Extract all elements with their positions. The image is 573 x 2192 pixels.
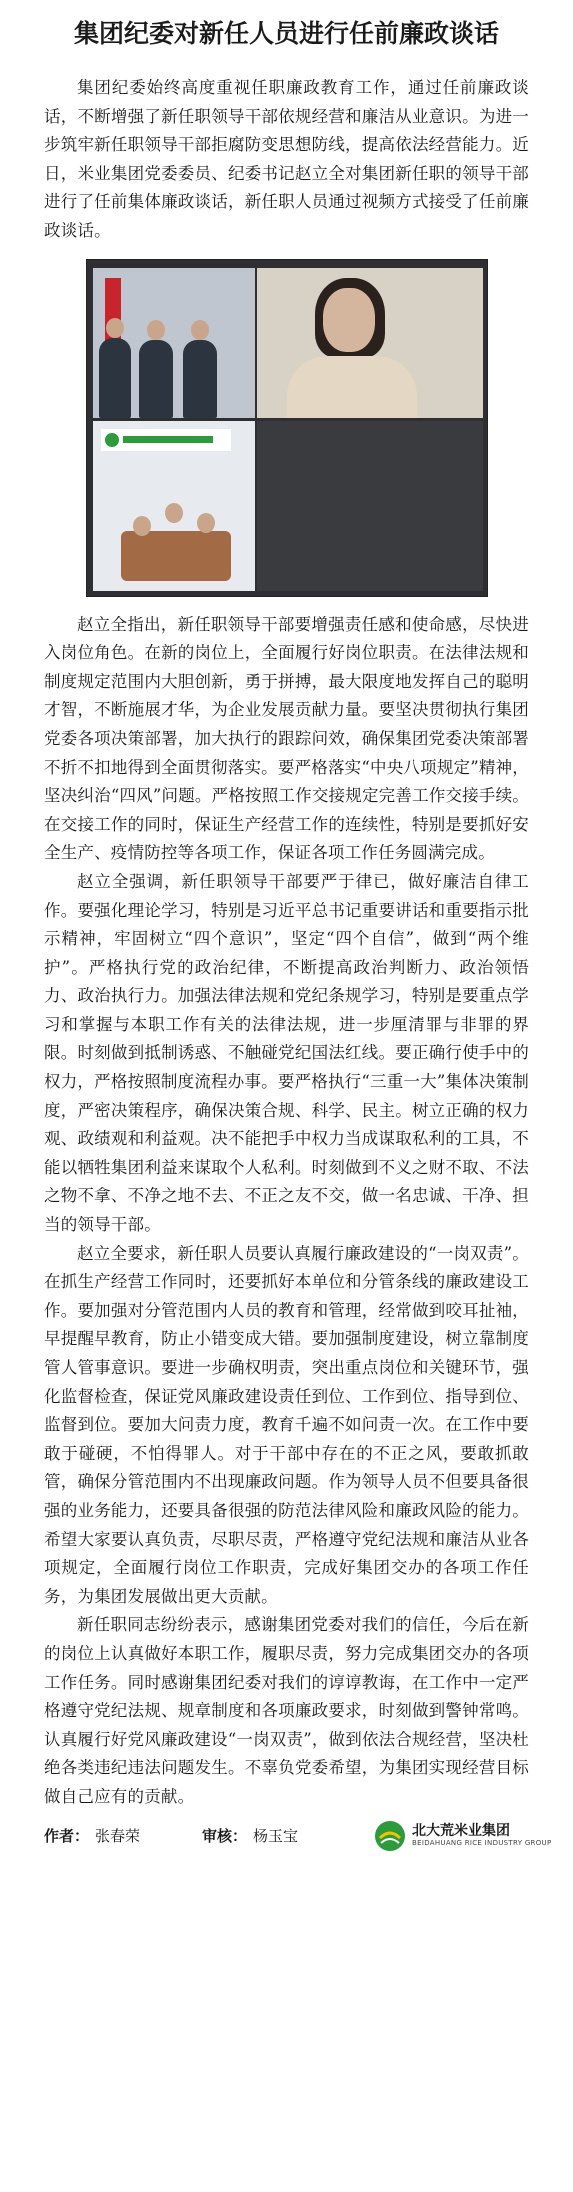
person-figure (139, 340, 173, 418)
author-line (44, 1826, 140, 1846)
speaker-face (323, 288, 375, 352)
author-label: 作者： (44, 1826, 90, 1845)
screen-meeting-room (93, 421, 255, 591)
reviewer-line (202, 1826, 298, 1846)
paragraph-3: 赵立全强调，新任职领导干部要严于律已，做好廉洁自律工作。要强化理论学习，特别是习近平总书记重要讲话和重要指示批示精神，牢固树立“四个意识”，坚定“四个自信”，做到“两个维护”。严格执行党的政治纪律，不断提高政治判断力、政治领悟力、政治执行力。加强法律法规和党纪条规学习，特别是要重点学习和掌握与本职工作有关的法律法规，进一步厘清罪与非罪的界限。时刻做到抵制诱惑、不触碰党纪国法红线。要正确行使手中的权力，严格按照制度流程办事。要严格执行“三重一大”集体决策制度，严密决策程序，确保决策合规、科学、民主。树立正确的权力观、政绩观和利益观。决不能把手中权力当成谋取私利的工具，不能以牺牲集团利益来谋取个人私利。时刻做到不义之财不取、不法之物不拿、不净之地不去、不正之友不交，做一名忠诚、干净、担当的领导干部。 (44, 871, 529, 1235)
paragraph-5: 新任职同志纷纷表示，感谢集团党委对我们的信任，今后在新的岗位上认真做好本职工作，履职尽责，努力完成集团交办的各项工作任务。同时感谢集团纪委对我们的谆谆教诲，在工作中一定严格遵守党纪法规、规章制度和各项廉政要求，时刻做到警钟常鸣。认真履行好党风廉政建设“一岗双责”，做到依法合规经营，坚决杜绝各类违纪违法问题发生。不辜负党委希望，为集团实现经营目标做自己应有的贡献。 (44, 1615, 529, 1806)
person-head (191, 320, 209, 340)
paragraph-intro: 集团纪委始终高度重视任职廉政教育工作，通过任前廉政谈话，不断增强了新任职领导干部依规经营和廉洁从业意识。为进一步筑牢新任职领导干部拒腐防变思想防线，提高依法经营能力。近日，米业集团党委委员、纪委书记赵立全对集团新任职的领导干部进行了任前集体廉政谈话，新任职人员通过视频方式接受了任前廉政谈话。 (44, 78, 529, 240)
brand-name-en: BEIDAHUANG RICE INDUSTRY GROUP (412, 1838, 552, 1847)
person-head (106, 318, 124, 338)
person-head (165, 503, 183, 523)
reviewer-name: 杨玉宝 (253, 1826, 299, 1845)
person-figure (99, 338, 131, 418)
screen-empty (257, 421, 483, 591)
brand-name-cn: 北大荒米业集团 (412, 1822, 510, 1839)
paragraph-4: 赵立全要求，新任职人员要认真履行廉政建设的“一岗双责”。在抓生产经营工作同时，还要抓好本单位和分管条线的廉政建设工作。要加强对分管范围内人员的教育和管理，经常做到咬耳扯袖，早提醒早教育，防止小错变成大错。要加强制度建设，树立靠制度管人管事意识。要进一步确权明责，突出重点岗位和关键环节，强化监督检查，保证党风廉政建设责任到位、工作到位、指导到位、监督到位。要加大问责力度，教育千遍不如问责一次。在工作中要敢于碰硬，不怕得罪人。对于干部中存在的不正之风，要敢抓敢管，确保分管范围内不出现廉政问题。作为领导人员不但要具备很强的业务能力，还要具备很强的防范法律风险和廉政风险的能力。希望大家要认真负责，尽职尽责，严格遵守党纪法规和廉洁从业各项规定，全面履行岗位工作职责，完成好集团交办的各项工作任务，为集团发展做出更大贡献。 (44, 1243, 529, 1606)
screen-speaker (257, 268, 483, 418)
brand-logo (374, 1818, 573, 1854)
article-title: 集团纪委对新任人员进行任前廉政谈话 (73, 19, 499, 48)
screen-group-officials (93, 268, 255, 418)
person-figure (183, 340, 217, 418)
meeting-table (121, 531, 231, 581)
paragraph-2: 赵立全指出，新任职领导干部要增强责任感和使命感，尽快进入岗位角色。在新的岗位上，全面履行好岗位职责。在法律法规和制度规定范围内大胆创新，勇于拼搏，最大限度地发挥自己的聪明才智，不断施展才华，为企业发展贡献力量。要坚决贯彻执行集团党委各项决策部署，加大执行的跟踪问效，确保集团党委决策部署不折不扣地得到全面贯彻落实。要严格落实“中央八项规定”精神，坚决纠治“四风”问题。严格按照工作交接规定完善工作交接手续。在交接工作的同时，保证生产经营工作的连续性，特别是要抓好安全生产、疫情防控等各项工作，保证各项工作任务圆满完成。 (44, 614, 529, 863)
person-head (197, 513, 215, 533)
brand-mark-icon (374, 1820, 406, 1852)
speaker-body (287, 356, 417, 418)
person-head (147, 320, 165, 340)
video-meeting-photo (86, 259, 488, 597)
reviewer-label: 审核： (202, 1826, 248, 1845)
article-footer (44, 1818, 552, 1858)
person-head (133, 516, 151, 536)
author-name: 张春荣 (95, 1826, 141, 1845)
brand-logo-strip (101, 429, 231, 451)
